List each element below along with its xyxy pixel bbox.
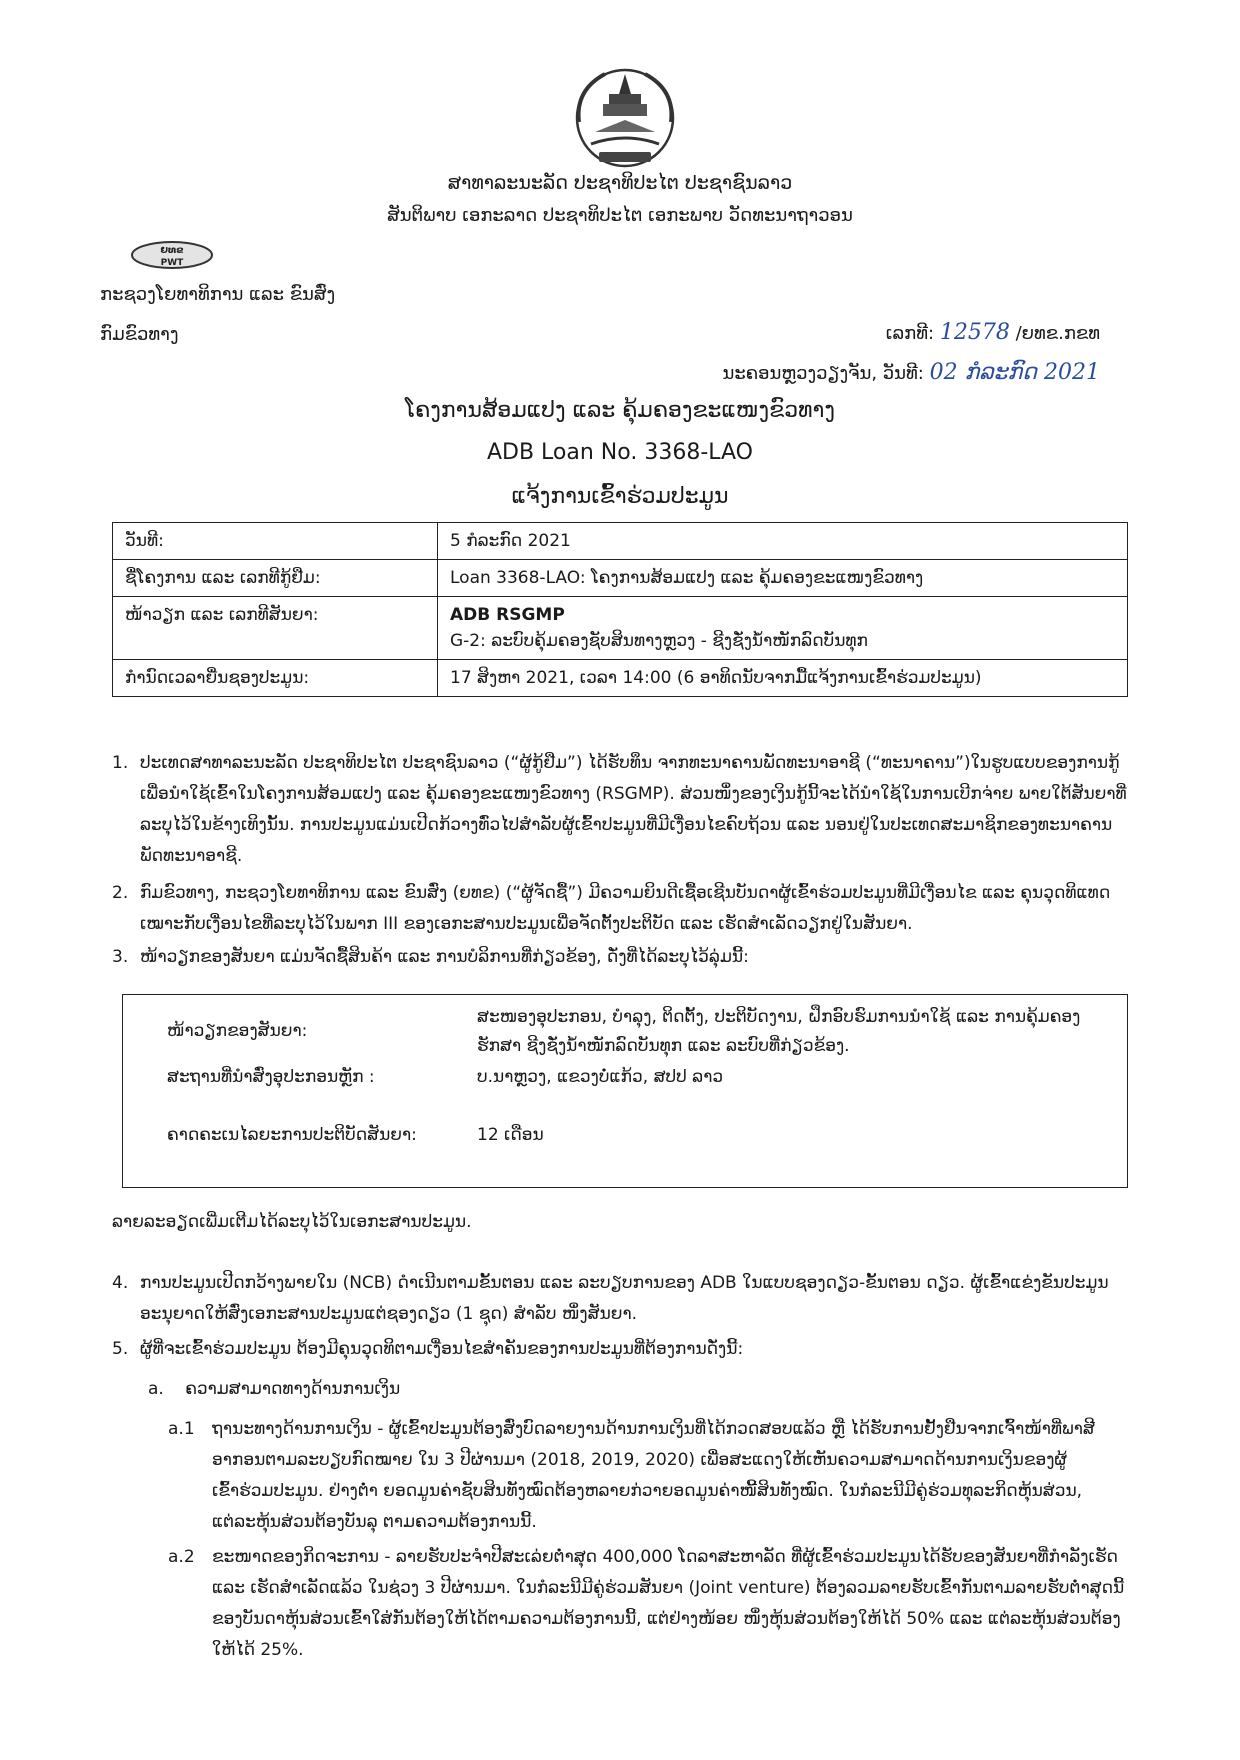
sub-item-text: ຖານະທາງດ້ານການເງິນ - ຜູ້ເຂົ້າປະມູນຕ້ອງສົ່ງບົດລາຍງານດ້ານການເງິນທີ່ໄດ້ກວດສອບແລ້ວ ຫຼື ໄດ້ຮັບການຢັ້ງຢືນຈາກເຈົ້າໜ້າທີ່ພາສີອາກອນຕາມລະບຽບກົດໝາຍ ໃນ 3 ປີຜ່ານມາ (2018, 2019, 2020) ເພື່ອສະແດງໃຫ້ເຫັນຄວາມສາມາດດ້ານການເງິນຂອງຜູ້ເຂົ້າຮ່ວມປະມູນ. ຢ່າງຕໍ່າ ຍອດມູນຄ່າຊັບສິນທັງໝົດຕ້ອງຫລາຍກ່ວາຍອດມູນຄ່າໜີ້ສິນທັງໝົດ. ໃນກໍລະນີມີຄູ່ຮ່ວມທຸລະກິດຫຸ້ນສ່ວນ, ແຕ່ລະຫຸ້ນສ່ວນຕ້ອງບັນລຸ ຕາມຄວາມຕ້ອງການນີ້.	[212, 1419, 1095, 1532]
paragraph-3	[112, 942, 1128, 973]
delivery-site-label: ສະຖານທີ່ນຳສົ່ງອຸປະກອນຫຼັກ :	[167, 1067, 375, 1087]
item-a-text: ຄວາມສາມາດທາງດ້ານການເງິນ	[185, 1379, 401, 1399]
table-value: Loan 3368-LAO: ໂຄງການສ້ອມແປງ ແລະ ຄຸ້ມຄອງຂະແໜງຂົວທາງ	[438, 560, 1128, 597]
item-a	[148, 1374, 1128, 1405]
paragraph-number: 5.	[112, 1339, 129, 1359]
notice-title: ແຈ້ງການເຂົ້າຮ່ວມປະມູນ	[511, 484, 729, 509]
table-row	[113, 660, 1128, 697]
ministry-name: ກະຊວງໂຍທາທິການ ແລະ ຂົນສົ່ງ	[100, 284, 336, 305]
reference-number-line	[886, 320, 1100, 345]
reference-suffix: /ຍທຂ.ກຂທ	[1015, 323, 1100, 344]
loan-title: ADB Loan No. 3368-LAO	[486, 440, 753, 465]
contract-period-label: ຄາດຄະເນໄລຍະການປະຕິບັດສັນຍາ:	[167, 1125, 417, 1145]
issue-date: 02 ກໍລະກົດ 2021	[929, 360, 1100, 385]
svg-text:PWT: PWT	[160, 258, 184, 268]
national-emblem-icon	[565, 60, 685, 172]
additional-info-note: ລາຍລະອຽດເພີ່ມເຕີມໄດ້ລະບຸໄວ້ໃນເອກະສານປະມູນ.	[112, 1212, 472, 1232]
sub-item-text: ຂະໜາດຂອງກິດຈະການ - ລາຍຮັບປະຈຳປີສະເລ່ຍຕໍ່າສຸດ 400,000 ໂດລາສະຫາລັດ ທີ່ຜູ້ເຂົ້າຮ່ວມປະມູນໄດ້ຮັບຂອງສັນຍາທີ່ກຳລັງເຮັດ ແລະ ເຮັດສຳເລັດແລ້ວ ໃນຊ່ວງ 3 ປີຜ່ານມາ. ໃນກໍລະນີມີຄູ່ຮ່ວມສັນຍາ (Joint venture) ຕ້ອງລວມລາຍຮັບເຂົ້າກັນຕາມລາຍຮັບຕໍ່າສຸດນີ້ຂອງບັນດາຫຸ້ນສ່ວນເຂົ້າໃສ່ກັນຕ້ອງໃຫ້ໄດ້ຕາມຄວາມຕ້ອງການນີ້, ແຕ່ຢ່າງໜ້ອຍ ໜຶ່ງຫຸ້ນສ່ວນຕ້ອງໃຫ້ໄດ້ 50% ແລະ ແຕ່ລະຫຸ້ນສ່ວນຕ້ອງໃຫ້ໄດ້ 25%.	[212, 1547, 1125, 1660]
paragraph-number: 4.	[112, 1273, 129, 1293]
paragraph-text: ກົມຂົວທາງ, ກະຊວງໂຍທາທິການ ແລະ ຂົນສົ່ງ (ຍທຂ) (“ຜູ້ຈັດຊື້”) ມີຄວາມຍິນດີເຊື້ອເຊີນບັນດາຜູ້ເຂົ້າຮ່ວມປະມູນທີ່ມີເງື່ອນໄຂ ແລະ ຄຸນວຸດທິແທດເໝາະກັບເງື່ອນໄຂທີ່ລະບຸໄວ້ໃນພາກ III ຂອງເອກະສານປະມູນເພື່ອຈັດຕັ້ງປະຕິບັດ ແລະ ເຮັດສຳເລັດວຽກຢູ່ໃນສັນຍາ.	[140, 883, 1111, 934]
sub-item-a2	[168, 1542, 1128, 1666]
paragraph-number: 2.	[112, 883, 129, 903]
table-key: ໜ້າວຽກ ແລະ ເລກທີສັນຍາ:	[113, 597, 438, 660]
table-row	[113, 523, 1128, 560]
paragraph-5	[112, 1334, 1128, 1365]
date-label: ນະຄອນຫຼວງວຽງຈັນ, ວັນທີ:	[722, 363, 924, 384]
contract-scope-label: ໜ້າວຽກຂອງສັນຍາ:	[167, 1021, 308, 1041]
paragraph-text: ຜູ້ທີ່ຈະເຂົ້າຮ່ວມປະມູນ ຕ້ອງມີຄຸນວຸດທິຕາມເງື່ອນໄຂສຳຄັນຂອງການປະມູນທີ່ຕ້ອງການດັ່ງນີ້:	[140, 1339, 744, 1359]
paragraph-2	[112, 878, 1128, 940]
sub-item-label: a.2	[168, 1547, 195, 1567]
contract-scope-value: ສະໜອງອຸປະກອນ, ບໍາລຸງ, ຕິດຕັ້ງ, ປະຕິບັດງານ, ຝຶກອົບຮົມການນຳໃຊ້ ແລະ ການຄຸ້ມຄອງຮັກສາ ຊີງຊັ່ງນ້ຳໜັກລົດບັນທຸກ ແລະ ລະບົບທີ່ກ່ຽວຂ້ອງ.	[477, 1007, 1081, 1056]
issue-date-line	[722, 360, 1100, 385]
country-name-heading: ສາທາລະນະລັດ ປະຊາທິປະໄຕ ປະຊາຊົນລາວ	[447, 172, 793, 194]
info-table	[112, 522, 1128, 697]
svg-text:ຍທຂ: ຍທຂ	[160, 245, 184, 256]
sub-item-a1	[168, 1414, 1128, 1538]
table-value: 5 ກໍລະກົດ 2021	[438, 523, 1128, 560]
item-a-label: a.	[148, 1379, 164, 1399]
paragraph-text: ການປະມູນເປີດກວ້າງພາຍໃນ (NCB) ດຳເນີນຕາມຂັ້ນຕອນ ແລະ ລະບຽບການຂອງ ADB ໃນແບບຊອງດຽວ-ຂັ້ນຕອນ ດຽວ. ຜູ້ເຂົ້າແຂ່ງຂັນປະມູນອະນຸຍາດໃຫ້ສົ່ງເອກະສານປະມູນແຕ່ຊອງດຽວ (1 ຊຸດ) ສຳລັບ ໜຶ່ງສັນຍາ.	[140, 1273, 1109, 1324]
paragraph-1	[112, 748, 1128, 872]
table-key: ກຳນົດເວລາຍື່ນຊອງປະມູນ:	[113, 660, 438, 697]
reference-number: 12578	[939, 320, 1010, 345]
national-motto: ສັນຕິພາບ ເອກະລາດ ປະຊາທິປະໄຕ ເອກະພາບ ວັດທະນາຖາວອນ	[387, 205, 853, 226]
project-title: ໂຄງການສ້ອມແປງ ແລະ ຄຸ້ມຄອງຂະແໜງຂົວທາງ	[405, 398, 835, 423]
contract-period-value: 12 ເດືອນ	[477, 1125, 544, 1145]
sub-item-label: a.1	[168, 1419, 195, 1439]
table-row	[113, 560, 1128, 597]
table-value: ADB RSGMP	[450, 605, 565, 625]
paragraph-4	[112, 1268, 1128, 1330]
department-name: ກົມຂົວທາງ	[100, 324, 179, 345]
table-row	[113, 597, 1128, 660]
table-value-line2: G-2: ລະບົບຄຸ້ມຄອງຊັບສິນທາງຫຼວງ - ຊີງຊັ່ງນ້ຳໜັກລົດບັນທຸກ	[450, 631, 868, 651]
contract-details-box	[122, 994, 1128, 1188]
table-value: 17 ສິງຫາ 2021, ເວລາ 14:00 (6 ອາທິດນັບຈາກມື້ແຈ້ງການເຂົ້າຮ່ວມປະມູນ)	[438, 660, 1128, 697]
table-key: ຊື່ໂຄງການ ແລະ ເລກທີກູ້ຢືມ:	[113, 560, 438, 597]
table-key: ວັນທີ:	[113, 523, 438, 560]
ministry-stamp-logo	[130, 240, 214, 270]
paragraph-text: ປະເທດສາທາລະນະລັດ ປະຊາທິປະໄຕ ປະຊາຊົນລາວ (“ຜູ້ກູ້ຢືມ”) ໄດ້ຮັບທຶນ ຈາກທະນາຄານພັດທະນາອາຊີ (“ທະນາຄານ”)ໃນຮູບແບບຂອງການກູ້ ເພື່ອນຳໃຊ້ເຂົ້າໃນໂຄງການສ້ອມແປງ ແລະ ຄຸ້ມຄອງຂະແໜງຂົວທາງ (RSGMP). ສ່ວນໜຶ່ງຂອງເງິນກູ້ນີ້ຈະໄດ້ນຳໃຊ້ໃນການເບີກຈ່າຍ ພາຍໃຕ້ສັນຍາທີ່ລະບຸໄວ້ໃນຂ້າງເທິງນັ້ນ. ການປະມູນແມ່ນເປີດກ້ວາງທົ່ວໄປສຳລັບຜູ້ເຂົ້າປະມູນທີ່ມີເງື່ອນໄຂຄົບຖ້ວນ ແລະ ນອນຢູ່ໃນປະເທດສະມາຊິກຂອງທະນາຄານພັດທະນາອາຊີ.	[140, 753, 1127, 866]
reference-label: ເລກທີ:	[885, 323, 935, 344]
paragraph-number: 1.	[112, 753, 129, 773]
paragraph-text: ໜ້າວຽກຂອງສັນຍາ ແມ່ນຈັດຊື້ສິນຄ້າ ແລະ ການບໍລິການທີ່ກ່ຽວຂ້ອງ, ດັ່ງທີ່ໄດ້ລະບຸໄວ້ລຸ່ມນີ້:	[140, 947, 749, 967]
delivery-site-value: ບ.ນາຫຼວງ, ແຂວງບໍ່ແກ້ວ, ສປປ ລາວ	[477, 1067, 724, 1087]
paragraph-number: 3.	[112, 947, 129, 967]
table-value-multi	[438, 597, 1128, 660]
